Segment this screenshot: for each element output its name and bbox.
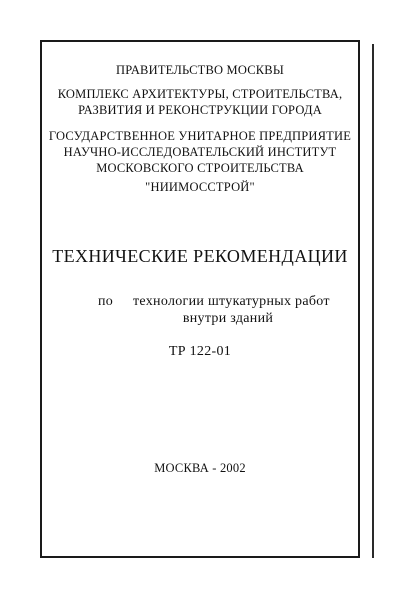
place-and-year: МОСКВА - 2002 bbox=[154, 461, 246, 475]
organization-name-line-1: ГОСУДАРСТВЕННОЕ УНИТАРНОЕ ПРЕДПРИЯТИЕ bbox=[48, 129, 352, 143]
document-title: ТЕХНИЧЕСКИЕ РЕКОМЕНДАЦИИ bbox=[52, 246, 348, 266]
committee-name-line-2: РАЗВИТИЯ И РЕКОНСТРУКЦИИ ГОРОДА bbox=[78, 103, 322, 117]
document-code: ТР 122-01 bbox=[168, 344, 232, 359]
subject-prefix: по bbox=[98, 294, 114, 309]
government-name: ПРАВИТЕЛЬСТВО МОСКВЫ bbox=[116, 63, 284, 77]
subject-line-2: внутри зданий bbox=[182, 311, 274, 326]
frame-edge-line bbox=[372, 44, 374, 558]
organization-short-name: "НИИМОССТРОЙ" bbox=[145, 180, 255, 194]
subject-line-1: технологии штукатурных работ bbox=[133, 294, 330, 309]
organization-name-line-2: НАУЧНО-ИССЛЕДОВАТЕЛЬСКИЙ ИНСТИТУТ bbox=[63, 145, 337, 159]
committee-name-line-1: КОМПЛЕКС АРХИТЕКТУРЫ, СТРОИТЕЛЬСТВА, bbox=[57, 87, 343, 101]
organization-name-line-3: МОСКОВСКОГО СТРОИТЕЛЬСТВА bbox=[96, 161, 304, 175]
